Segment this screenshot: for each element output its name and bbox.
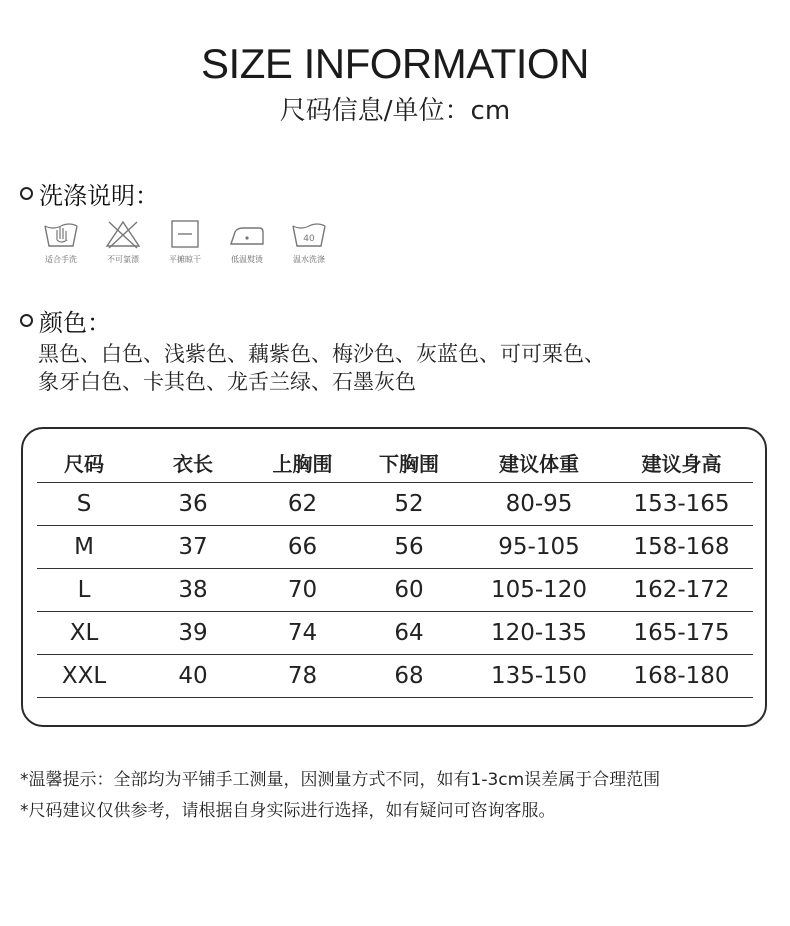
measurement-note: *温馨提示：全部均为平铺手工测量，因测量方式不同，如有1-3cm误差属于合理范围 — [20, 770, 661, 790]
care-label: 不可氯漂 — [107, 255, 139, 264]
column-header: 下胸围 — [350, 442, 468, 483]
table-row — [37, 655, 753, 698]
table-cell: 66 — [255, 526, 350, 569]
column-header: 建议身高 — [610, 442, 753, 483]
size-table — [37, 442, 753, 698]
size-advice-note: *尺码建议仅供参考，请根据自身实际进行选择，如有疑问可咨询客服。 — [20, 801, 556, 821]
care-label: 适合手洗 — [45, 255, 77, 264]
table-cell: 165-175 — [610, 612, 753, 655]
table-cell: 74 — [255, 612, 350, 655]
table-cell: M — [37, 526, 131, 569]
wash-section-heading — [20, 176, 159, 211]
column-header: 尺码 — [37, 442, 131, 483]
wash-heading-text: 洗涤说明： — [39, 182, 159, 210]
table-cell: 120-135 — [468, 612, 610, 655]
bullet-circle-icon — [20, 314, 33, 327]
hand-wash-icon — [41, 218, 81, 250]
table-cell: 80-95 — [468, 483, 610, 526]
wash-temperature: 40 — [303, 234, 315, 244]
table-cell: 153-165 — [610, 483, 753, 526]
table-cell: 56 — [350, 526, 468, 569]
column-header: 衣长 — [131, 442, 255, 483]
care-item-warm-wash — [278, 218, 340, 265]
warm-wash-icon — [289, 218, 329, 250]
care-label: 平摊晾干 — [169, 255, 201, 264]
table-header-row — [37, 442, 753, 483]
table-cell: 36 — [131, 483, 255, 526]
care-item-dry-flat — [154, 218, 216, 265]
care-item-low-iron — [216, 218, 278, 265]
table-row — [37, 612, 753, 655]
table-cell: 78 — [255, 655, 350, 698]
dry-flat-icon — [165, 218, 205, 250]
low-iron-icon — [227, 218, 267, 250]
table-cell: XL — [37, 612, 131, 655]
no-bleach-icon — [103, 218, 143, 250]
table-cell: S — [37, 483, 131, 526]
table-row — [37, 569, 753, 612]
table-cell: 168-180 — [610, 655, 753, 698]
table-cell: XXL — [37, 655, 131, 698]
column-header: 上胸围 — [255, 442, 350, 483]
color-section-heading — [20, 303, 111, 338]
color-list-line-2: 象牙白色、卡其色、龙舌兰绿、石墨灰色 — [38, 370, 416, 394]
care-icons-row — [30, 218, 340, 265]
table-row — [37, 483, 753, 526]
care-item-hand-wash — [30, 218, 92, 265]
table-cell: 62 — [255, 483, 350, 526]
table-cell: 64 — [350, 612, 468, 655]
column-header: 建议体重 — [468, 442, 610, 483]
table-cell: 37 — [131, 526, 255, 569]
table-cell: L — [37, 569, 131, 612]
page-title: SIZE INFORMATION — [201, 40, 589, 87]
bullet-circle-icon — [20, 187, 33, 200]
table-cell: 70 — [255, 569, 350, 612]
table-cell: 39 — [131, 612, 255, 655]
table-cell: 135-150 — [468, 655, 610, 698]
color-list-line-1: 黑色、白色、浅紫色、藕紫色、梅沙色、灰蓝色、可可栗色、 — [38, 342, 605, 366]
care-item-no-bleach — [92, 218, 154, 265]
table-cell: 95-105 — [468, 526, 610, 569]
care-label: 低温熨烫 — [231, 255, 263, 264]
color-heading-text: 颜色： — [39, 309, 111, 337]
table-cell: 38 — [131, 569, 255, 612]
table-cell: 68 — [350, 655, 468, 698]
table-cell: 105-120 — [468, 569, 610, 612]
table-cell: 40 — [131, 655, 255, 698]
care-label: 温水洗涤 — [293, 255, 325, 264]
table-cell: 60 — [350, 569, 468, 612]
table-row — [37, 526, 753, 569]
table-cell: 158-168 — [610, 526, 753, 569]
table-cell: 52 — [350, 483, 468, 526]
table-cell: 162-172 — [610, 569, 753, 612]
page-subtitle: 尺码信息/单位：cm — [279, 96, 511, 126]
